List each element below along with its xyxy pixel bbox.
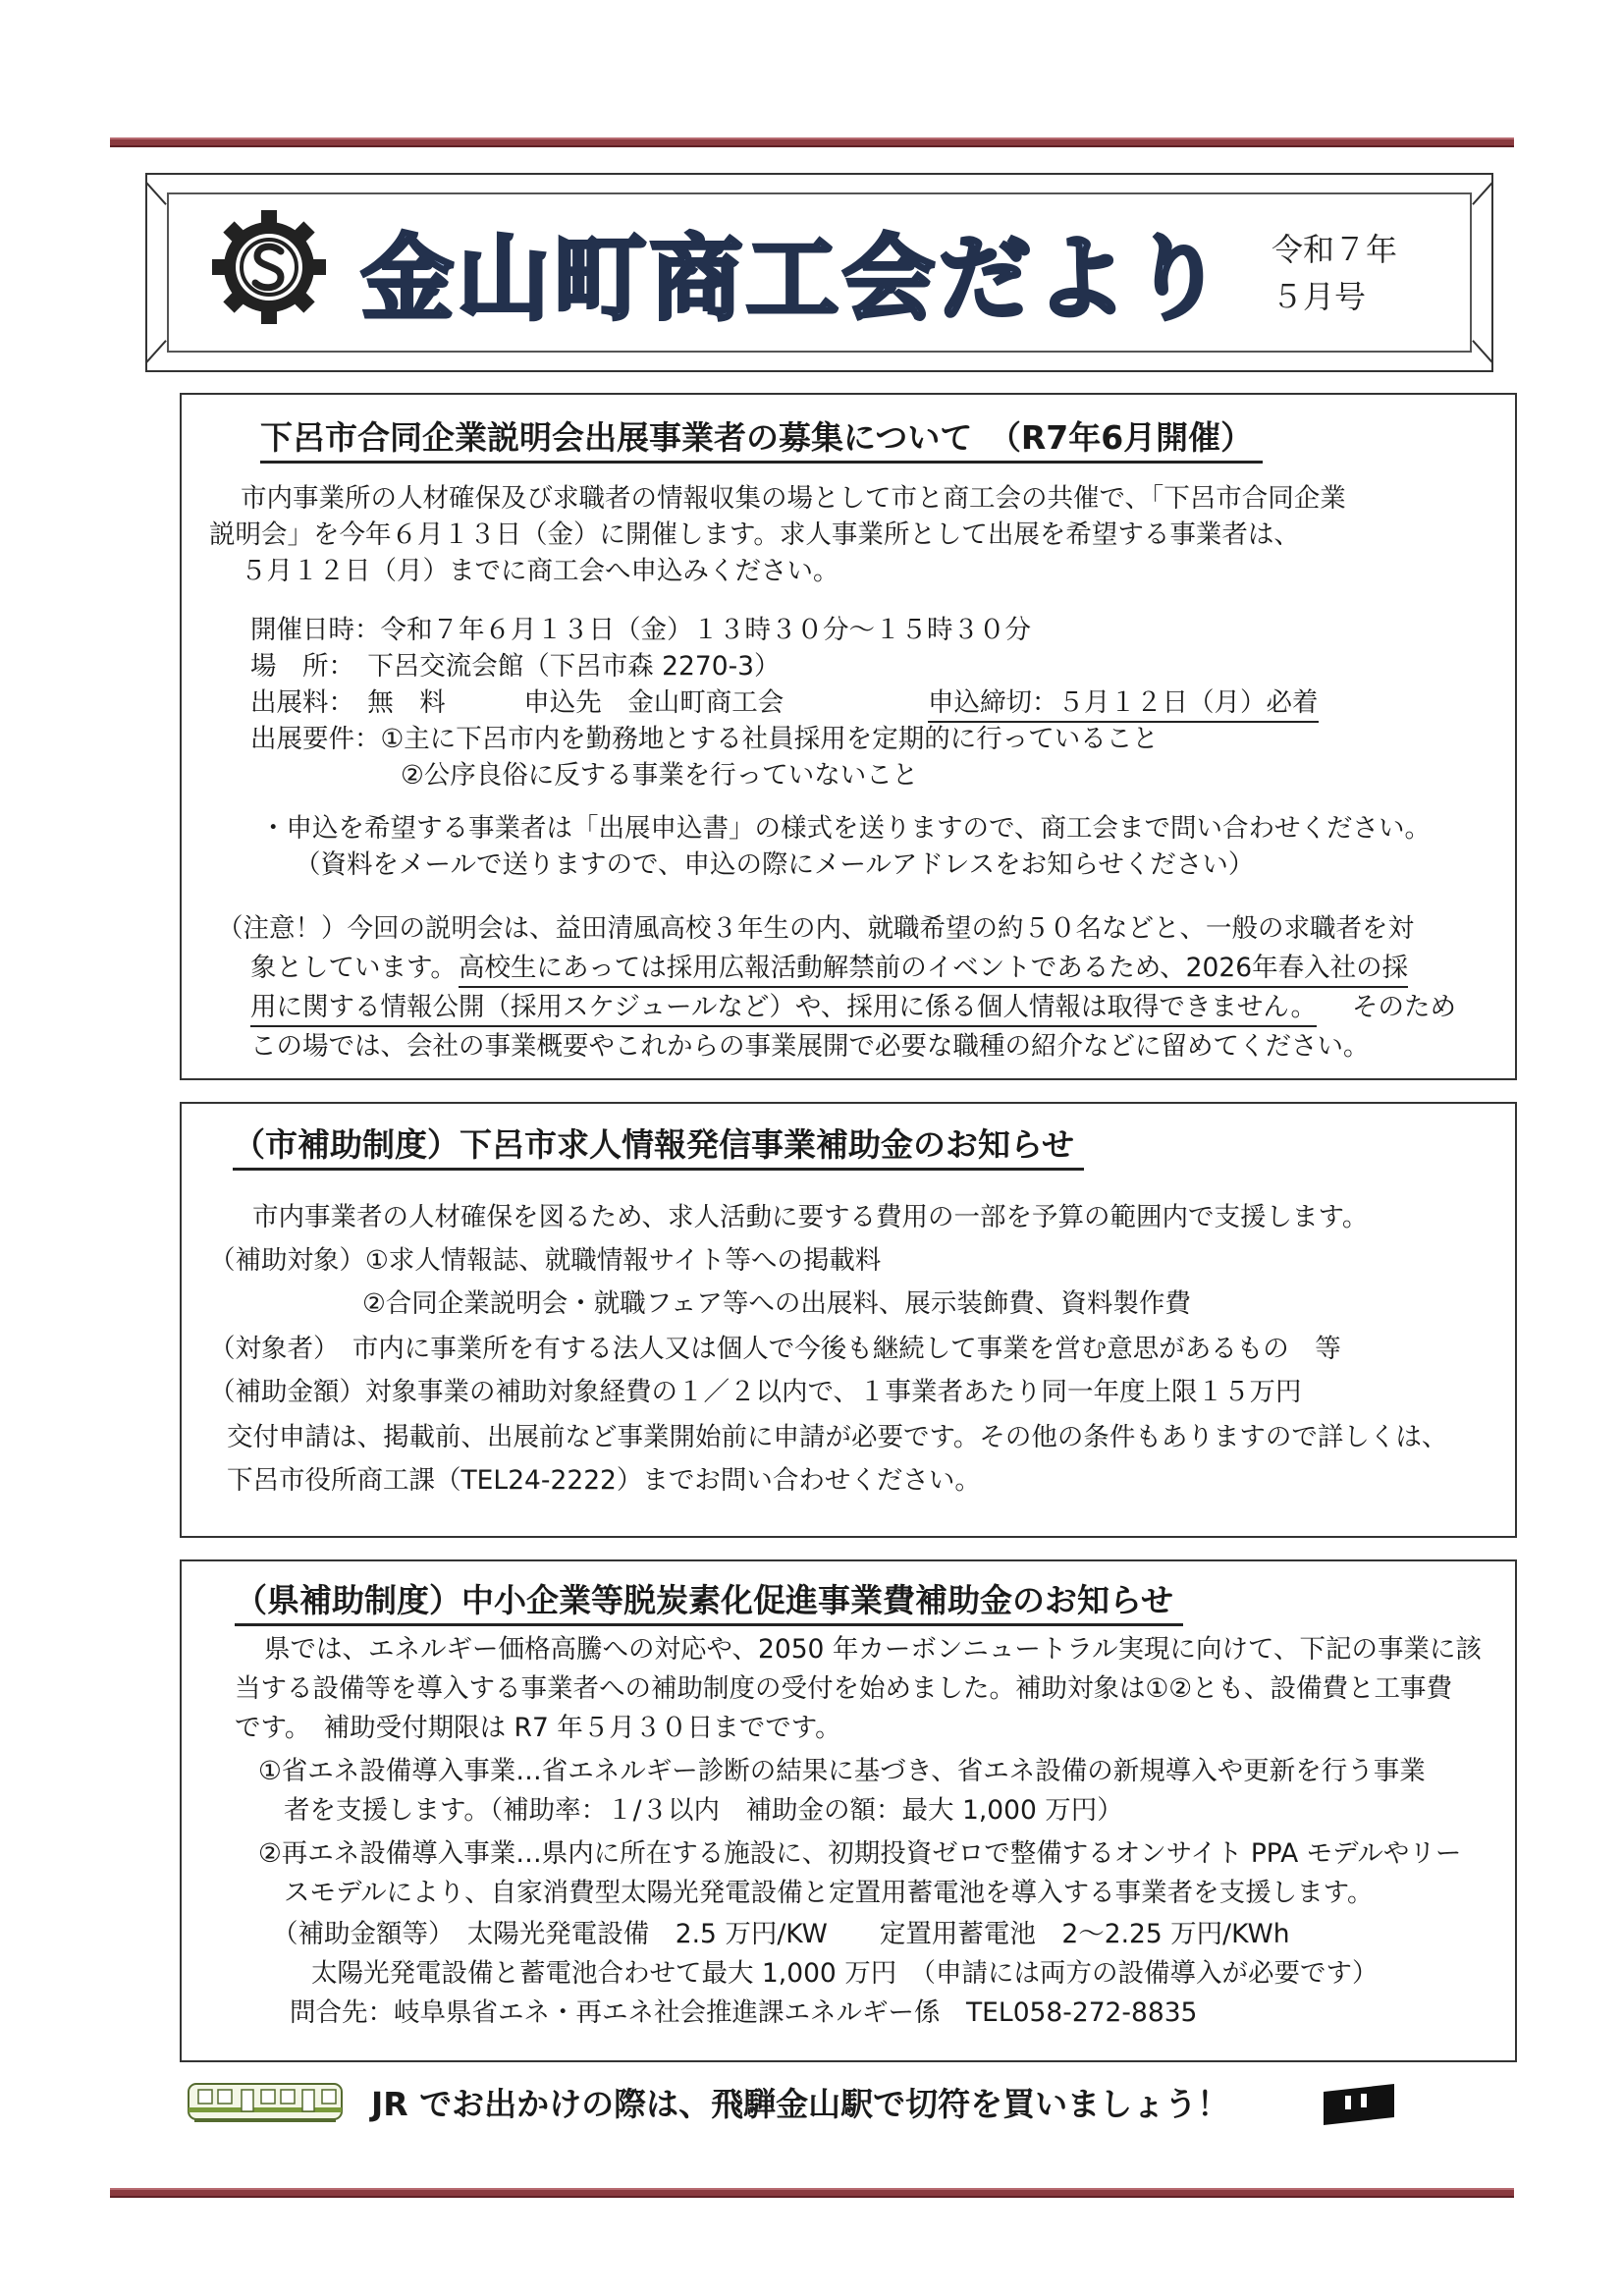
section-prefecture-subsidy bbox=[180, 1559, 1517, 2062]
section1-line: 開催日時：令和７年６月１３日（金）１３時３０分～１５時３０分 bbox=[250, 615, 1031, 645]
section1-line: 場 所： 下呂交流会館（下呂市森 2270-3） bbox=[250, 651, 781, 682]
section1-line: 市内事業所の人材確保及び求職者の情報収集の場として市と商工会の共催で、「下呂市合同企業 bbox=[241, 483, 1346, 514]
section1-line: 出展料： 無 料 申込先 金山町商工会 bbox=[250, 687, 784, 718]
section2-line: （対象者） 市内に事業所を有する法人又は個人で今後も継続して事業を営む意思があるもの 等 bbox=[209, 1334, 1341, 1364]
section1-line: ５月１２日（月）までに商工会へ申込みください。 bbox=[241, 556, 839, 586]
masthead-frame bbox=[145, 173, 1493, 372]
issue-year: 令和７年 bbox=[1271, 231, 1398, 268]
issue-month: ５月号 bbox=[1271, 278, 1367, 315]
section1-line: そのため bbox=[1352, 992, 1456, 1022]
section1-title: 下呂市合同企業説明会出展事業者の募集について （R7年6月開催） bbox=[260, 412, 1263, 464]
section3-line: 問合先：岐阜県省エネ・再エネ社会推進課エネルギー係 TEL058-272-8835 bbox=[290, 1997, 1198, 2028]
section1-line: 出展要件：①主に下呂市内を勤務地とする社員採用を定期的に行っていること bbox=[250, 724, 1159, 754]
caution-underlined: 高校生にあっては採用広報活動解禁前のイベントであるため、2026年春入社の採 bbox=[459, 951, 1408, 988]
section3-line: です。 補助受付期限は R7 年５月３０日までです。 bbox=[235, 1713, 841, 1743]
caution-text: （注意！）今回の説明会は、益田清風高校３年生の内、就職希望の約５０名などと、一般の求職者を対 bbox=[217, 913, 1414, 944]
caution-underlined: 用に関する情報公開（採用スケジュールなど）や、採用に係る個人情報は取得できません。 bbox=[250, 990, 1317, 1027]
section1-line: ②公序良俗に反する事業を行っていないこと bbox=[401, 760, 919, 791]
section2-line: 交付申請は、掲載前、出展前など事業開始前に申請が必要です。その他の条件もありますので詳しくは、 bbox=[227, 1422, 1448, 1452]
section-job-fair bbox=[180, 393, 1517, 1080]
section3-line: ②再エネ設備導入事業…県内に所在する施設に、初期投資ゼロで整備するオンサイト PPA モデルやリー bbox=[258, 1838, 1462, 1869]
section3-line: スモデルにより、自家消費型太陽光発電設備と定置用蓄電池を導入する事業者を支援します。 bbox=[284, 1878, 1374, 1908]
section3-line: 者を支援します。（補助率：１/３以内 補助金の額：最大 1,000 万円） bbox=[284, 1795, 1123, 1826]
bottom-rule bbox=[110, 2188, 1514, 2198]
footer-message: JR でお出かけの際は、飛騨金山駅で切符を買いましょう！ bbox=[371, 2085, 1230, 2123]
section3-line: （補助金額等） 太陽光発電設備 2.5 万円/KW 定置用蓄電池 2～2.25 万円/KWh bbox=[272, 1919, 1290, 1949]
section3-line: 太陽光発電設備と蓄電池合わせて最大 1,000 万円 （申請には両方の設備導入が必要です） bbox=[311, 1958, 1379, 1989]
section1-line: この場では、会社の事業概要やこれからの事業展開で必要な職種の紹介などに留めてください。 bbox=[250, 1031, 1370, 1062]
section1-line: （資料をメールで送りますので、申込の際にメールアドレスをお知らせください） bbox=[295, 849, 1255, 880]
section1-line: ・申込を希望する事業者は「出展申込書」の様式を送りますので、商工会まで問い合わせください。 bbox=[260, 813, 1431, 844]
section1-line: 説明会」を今年６月１３日（金）に開催します。求人事業所として出展を希望する事業者は、 bbox=[209, 519, 1300, 550]
section3-title: （県補助制度）中小企業等脱炭素化促進事業費補助金のお知らせ bbox=[235, 1575, 1183, 1626]
section2-line: ②合同企業説明会・就職フェア等への出展料、展示装飾費、資料製作費 bbox=[362, 1288, 1191, 1319]
section2-title: （市補助制度）下呂市求人情報発信事業補助金のお知らせ bbox=[233, 1120, 1084, 1171]
section-city-subsidy bbox=[180, 1102, 1517, 1538]
section2-line: （補助対象）①求人情報誌、就職情報サイト等への掲載料 bbox=[209, 1245, 882, 1276]
section3-line: 県では、エネルギー価格高騰への対応や、2050 年カーボンニュートラル実現に向けて、下記の事業に該 bbox=[264, 1634, 1483, 1665]
section1-line: 象としています。 bbox=[250, 953, 457, 983]
deadline-text: 申込締切：５月１２日（月）必着 bbox=[928, 685, 1319, 723]
section2-line: 市内事業者の人材確保を図るため、求人活動に要する費用の一部を予算の範囲内で支援します。 bbox=[252, 1202, 1369, 1232]
section2-line: 下呂市役所商工課（TEL24-2222）までお問い合わせください。 bbox=[227, 1465, 981, 1496]
section3-line: 当する設備等を導入する事業者への補助制度の受付を始めました。補助対象は①②とも、設備費と工事費 bbox=[235, 1673, 1453, 1704]
section3-line: ①省エネ設備導入事業…省エネルギー診断の結果に基づき、省エネ設備の新規導入や更新を行う事業 bbox=[258, 1756, 1426, 1786]
section2-line: （補助金額）対象事業の補助対象経費の１／２以内で、１事業者あたり同一年度上限１５万円 bbox=[209, 1377, 1302, 1407]
issue-date bbox=[1271, 226, 1397, 320]
jr-mark-icon bbox=[1322, 2082, 1396, 2127]
masthead-title: 金山町商工会だより bbox=[361, 226, 1228, 333]
gear-logo-icon bbox=[208, 206, 330, 328]
top-rule bbox=[110, 137, 1514, 147]
train-icon bbox=[187, 2080, 344, 2125]
